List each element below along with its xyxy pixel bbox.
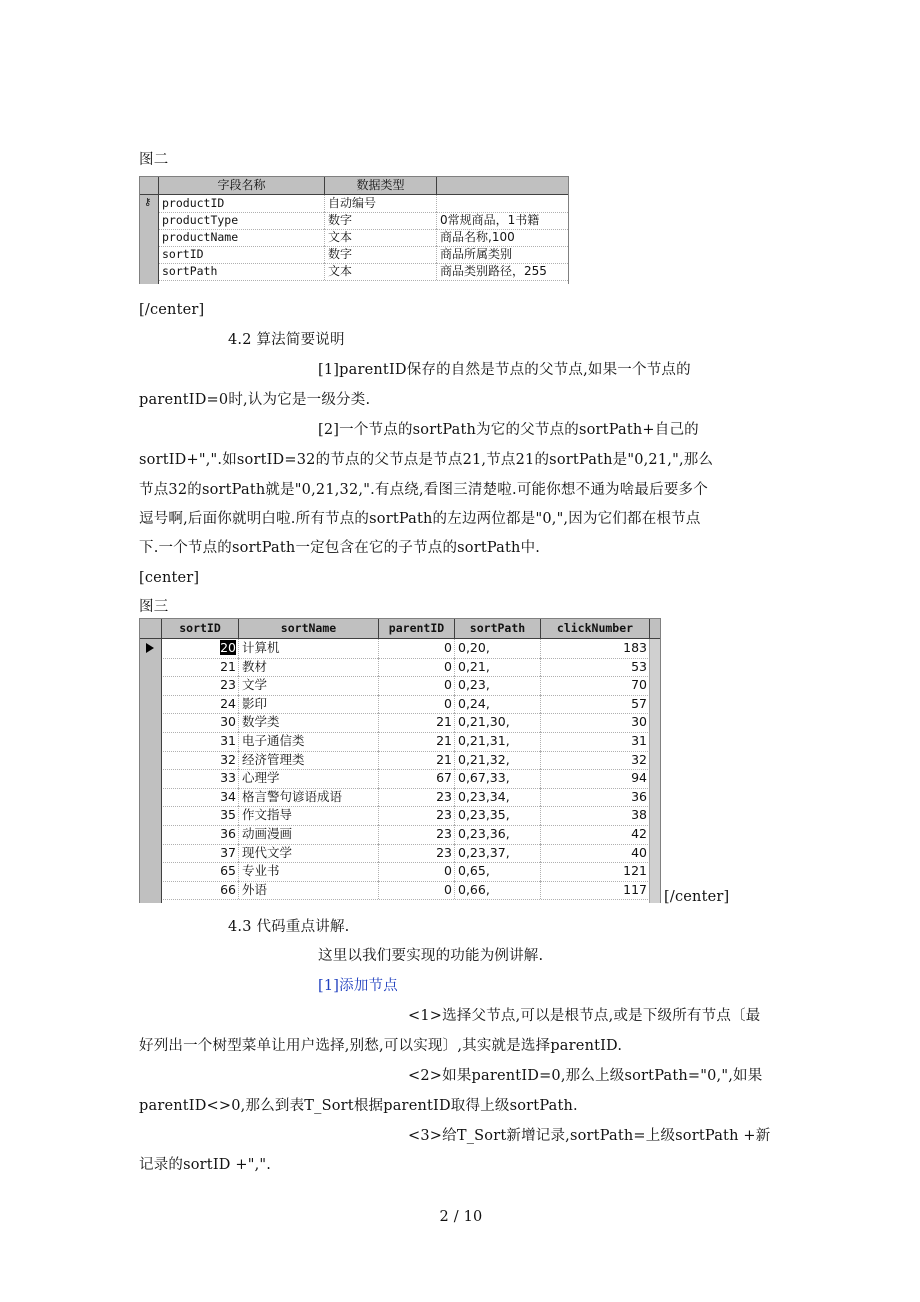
- row-selector[interactable]: [140, 788, 162, 808]
- header-sortName: sortName: [239, 619, 379, 638]
- cell-parentID[interactable]: 23: [379, 825, 455, 844]
- cell-sortPath[interactable]: 0,67,33,: [455, 769, 541, 788]
- row-selector[interactable]: [140, 658, 162, 678]
- figure2-row: [140, 280, 568, 284]
- table-row: [140, 806, 660, 826]
- center-close-tag-2: [/center]: [664, 889, 730, 905]
- figure2-design-table: [139, 176, 569, 284]
- row-selector[interactable]: [140, 676, 162, 696]
- cell-sortID[interactable]: 65: [162, 862, 239, 881]
- figure2-row: [140, 195, 568, 213]
- cell-parentID[interactable]: 23: [379, 844, 455, 863]
- step3-line2: 记录的sortID +",".: [139, 1157, 272, 1173]
- cell-desc[interactable]: 商品类别路径，255: [437, 263, 569, 280]
- para1-line1: [1]parentID保存的自然是节点的父节点,如果一个节点的: [318, 362, 691, 378]
- cell-sortName[interactable]: 文学: [239, 676, 379, 695]
- key-icon: ⚷: [144, 197, 152, 208]
- cell-name[interactable]: productName: [159, 229, 325, 246]
- row-selector[interactable]: [140, 862, 162, 882]
- row-selector[interactable]: [140, 280, 159, 284]
- center-close-tag-1: [/center]: [139, 302, 205, 318]
- cell-clickNumber[interactable]: 117: [541, 881, 650, 900]
- cell-desc[interactable]: [437, 195, 569, 212]
- current-row-arrow-icon: [146, 643, 154, 653]
- add-node-heading: [1]添加节点: [318, 978, 398, 994]
- cell-type[interactable]: 文本: [325, 229, 437, 246]
- table-row: [140, 751, 660, 771]
- cell-sortPath[interactable]: 0,20,: [455, 639, 541, 658]
- cell-sortPath[interactable]: 0,65,: [455, 862, 541, 881]
- figure2-row: [140, 246, 568, 264]
- table-row: [140, 844, 660, 864]
- cell-clickNumber[interactable]: 32: [541, 751, 650, 770]
- figure3-caption: 图三: [139, 599, 169, 615]
- para2-line4: 逗号啊,后面你就明白啦.所有节点的sortPath的左边两位都是"0,",因为它们都在根节点: [139, 511, 701, 527]
- cell-sortID[interactable]: 36: [162, 825, 239, 844]
- cell-desc[interactable]: 0常规商品，1书籍: [437, 212, 569, 229]
- cell-sortID[interactable]: 35: [162, 806, 239, 825]
- cell-sortName[interactable]: 计算机: [239, 639, 379, 658]
- figure3-header: [140, 619, 660, 639]
- table-row: [140, 769, 660, 789]
- step2-line2: parentID<>0,那么到表T_Sort根据parentID取得上级sortPath.: [139, 1098, 578, 1114]
- cell-sortID[interactable]: 24: [162, 695, 239, 714]
- header-parentID: parentID: [379, 619, 455, 638]
- cell-desc[interactable]: 商品所属类别: [437, 246, 569, 263]
- cell-desc[interactable]: 商品名称,100: [437, 229, 569, 246]
- cell-sortID[interactable]: 23: [162, 676, 239, 695]
- step3-line1: <3>给T_Sort新增记录,sortPath=上级sortPath +新: [408, 1128, 771, 1144]
- cell-sortPath[interactable]: 0,21,30,: [455, 713, 541, 732]
- cell-sortPath[interactable]: 0,23,35,: [455, 806, 541, 825]
- cell-parentID[interactable]: 0: [379, 881, 455, 900]
- cell-parentID[interactable]: 23: [379, 806, 455, 825]
- cell-parentID[interactable]: 0: [379, 862, 455, 881]
- cell-sortName[interactable]: 经济管理类: [239, 751, 379, 770]
- header-data-type: 数据类型: [325, 177, 437, 194]
- cell-name[interactable]: sortID: [159, 246, 325, 263]
- cell-type[interactable]: 数字: [325, 212, 437, 229]
- table-row: [140, 825, 660, 845]
- cell-parentID[interactable]: 0: [379, 695, 455, 714]
- cell-sortPath[interactable]: 0,21,32,: [455, 751, 541, 770]
- row-selector[interactable]: [140, 751, 162, 771]
- header-description: [437, 177, 568, 194]
- cell-sortID[interactable]: 34: [162, 788, 239, 807]
- cell-sortName[interactable]: 数学类: [239, 713, 379, 732]
- cell-type[interactable]: 文本: [325, 263, 437, 280]
- cell-sortName[interactable]: 影印: [239, 695, 379, 714]
- cell-sortName[interactable]: 现代文学: [239, 844, 379, 863]
- row-selector[interactable]: [140, 229, 159, 247]
- row-selector[interactable]: [140, 263, 159, 281]
- cell-sortName[interactable]: 动画漫画: [239, 825, 379, 844]
- table-row: [140, 899, 660, 903]
- cell-parentID[interactable]: 0: [379, 658, 455, 677]
- table-row: [140, 639, 660, 659]
- cell-sortName[interactable]: 心理学: [239, 769, 379, 788]
- section-4-3-heading: 4.3 代码重点讲解.: [228, 919, 350, 935]
- cell-parentID[interactable]: 67: [379, 769, 455, 788]
- cell-sortPath[interactable]: 0,23,: [455, 676, 541, 695]
- cell-clickNumber[interactable]: 57: [541, 695, 650, 714]
- cell-sortID[interactable]: [162, 639, 239, 658]
- cell-sortName[interactable]: 格言警句谚语成语: [239, 788, 379, 807]
- cell-clickNumber[interactable]: 53: [541, 658, 650, 677]
- figure3-datasheet-table: [139, 618, 661, 903]
- cell-sortID[interactable]: 66: [162, 881, 239, 900]
- figure2-row: [140, 212, 568, 230]
- cell-parentID[interactable]: 0: [379, 676, 455, 695]
- row-selector[interactable]: [140, 825, 162, 845]
- cell-sortID[interactable]: 30: [162, 713, 239, 732]
- cell-sortPath[interactable]: 0,23,36,: [455, 825, 541, 844]
- cell-sortPath[interactable]: 0,21,: [455, 658, 541, 677]
- cell-sortName[interactable]: 电子通信类: [239, 732, 379, 751]
- cell-sortID[interactable]: 37: [162, 844, 239, 863]
- cell-parentID[interactable]: 21: [379, 713, 455, 732]
- para2-line5: 下.一个节点的sortPath一定包含在它的子节点的sortPath中.: [139, 540, 541, 556]
- cell-sortPath[interactable]: 0,23,37,: [455, 844, 541, 863]
- cell-parentID[interactable]: 23: [379, 788, 455, 807]
- step2-line1: <2>如果parentID=0,那么上级sortPath="0,",如果: [408, 1068, 763, 1084]
- page-number: 2 / 10: [439, 1209, 483, 1225]
- row-selector[interactable]: [140, 212, 159, 230]
- header-clickNumber: clickNumber: [541, 619, 650, 638]
- table-row: [140, 788, 660, 808]
- cell-parentID[interactable]: 21: [379, 751, 455, 770]
- cell-clickNumber[interactable]: 31: [541, 732, 650, 751]
- figure2-row: [140, 229, 568, 247]
- vertical-scrollbar[interactable]: [649, 639, 660, 903]
- table-row: [140, 658, 660, 678]
- step1-line2: 好列出一个树型菜单让用户选择,别愁,可以实现〕,其实就是选择parentID.: [139, 1038, 623, 1054]
- para3: 这里以我们要实现的功能为例讲解.: [318, 948, 544, 964]
- figure2-header: [140, 177, 568, 195]
- row-selector[interactable]: [140, 769, 162, 789]
- cell-name[interactable]: productType: [159, 212, 325, 229]
- table-row: [140, 676, 660, 696]
- cell-clickNumber[interactable]: 183: [541, 639, 650, 658]
- step1-line1: <1>选择父节点,可以是根节点,或是下级所有节点〔最: [408, 1008, 761, 1024]
- cell-sortName[interactable]: 专业书: [239, 862, 379, 881]
- header-field-name: 字段名称: [159, 177, 325, 194]
- cell-sortPath[interactable]: 0,23,34,: [455, 788, 541, 807]
- cell-sortName[interactable]: 教材: [239, 658, 379, 677]
- center-open-tag: [center]: [139, 570, 200, 586]
- row-selector[interactable]: [140, 246, 159, 264]
- row-selector[interactable]: [140, 639, 162, 659]
- cell-sortPath[interactable]: 0,66,: [455, 881, 541, 900]
- row-selector[interactable]: [140, 713, 162, 733]
- row-selector[interactable]: [140, 695, 162, 715]
- header-sortPath: sortPath: [455, 619, 541, 638]
- para2-line3: 节点32的sortPath就是"0,21,32,".有点绕,看图三清楚啦.可能你想不通为啥最后要多个: [139, 482, 708, 498]
- header-sortID: sortID: [162, 619, 239, 638]
- cell-name[interactable]: sortPath: [159, 263, 325, 280]
- cell-sortID[interactable]: 21: [162, 658, 239, 677]
- cell-sortName[interactable]: 外语: [239, 881, 379, 900]
- focused-cell-value: 20: [220, 640, 236, 655]
- cell-name[interactable]: productID: [159, 195, 325, 212]
- para2-line1: [2]一个节点的sortPath为它的父节点的sortPath+自己的: [318, 422, 699, 438]
- figure2-caption: 图二: [139, 152, 169, 168]
- cell-clickNumber[interactable]: 42: [541, 825, 650, 844]
- table-row: [140, 713, 660, 733]
- row-selector[interactable]: [140, 844, 162, 864]
- row-selector[interactable]: [140, 899, 162, 903]
- cell-sortID[interactable]: 31: [162, 732, 239, 751]
- cell-clickNumber[interactable]: 70: [541, 676, 650, 695]
- cell-parentID[interactable]: 0: [379, 639, 455, 658]
- para1-line2: parentID=0时,认为它是一级分类.: [139, 392, 371, 408]
- cell-type[interactable]: 自动编号: [325, 195, 437, 212]
- cell-sortPath[interactable]: 0,24,: [455, 695, 541, 714]
- table-row: [140, 732, 660, 752]
- cell-clickNumber[interactable]: 36: [541, 788, 650, 807]
- row-selector[interactable]: [140, 732, 162, 752]
- row-selector[interactable]: [140, 806, 162, 826]
- figure2-row: [140, 263, 568, 281]
- section-4-2-heading: 4.2 算法简要说明: [228, 332, 345, 348]
- cell-clickNumber[interactable]: 30: [541, 713, 650, 732]
- table-row: [140, 862, 660, 882]
- para2-line2: sortID+",".如sortID=32的节点的父节点是节点21,节点21的sortPath是"0,21,",那么: [139, 452, 714, 468]
- cell-clickNumber[interactable]: 40: [541, 844, 650, 863]
- cell-sortID[interactable]: 33: [162, 769, 239, 788]
- table-row: [140, 881, 660, 901]
- table-row: [140, 695, 660, 715]
- cell-sortName[interactable]: 作文指导: [239, 806, 379, 825]
- cell-parentID[interactable]: 21: [379, 732, 455, 751]
- cell-clickNumber[interactable]: 38: [541, 806, 650, 825]
- cell-clickNumber[interactable]: 94: [541, 769, 650, 788]
- row-selector[interactable]: [140, 195, 159, 213]
- cell-clickNumber[interactable]: 121: [541, 862, 650, 881]
- cell-sortPath[interactable]: 0,21,31,: [455, 732, 541, 751]
- cell-sortID[interactable]: 32: [162, 751, 239, 770]
- row-selector[interactable]: [140, 881, 162, 901]
- cell-type[interactable]: 数字: [325, 246, 437, 263]
